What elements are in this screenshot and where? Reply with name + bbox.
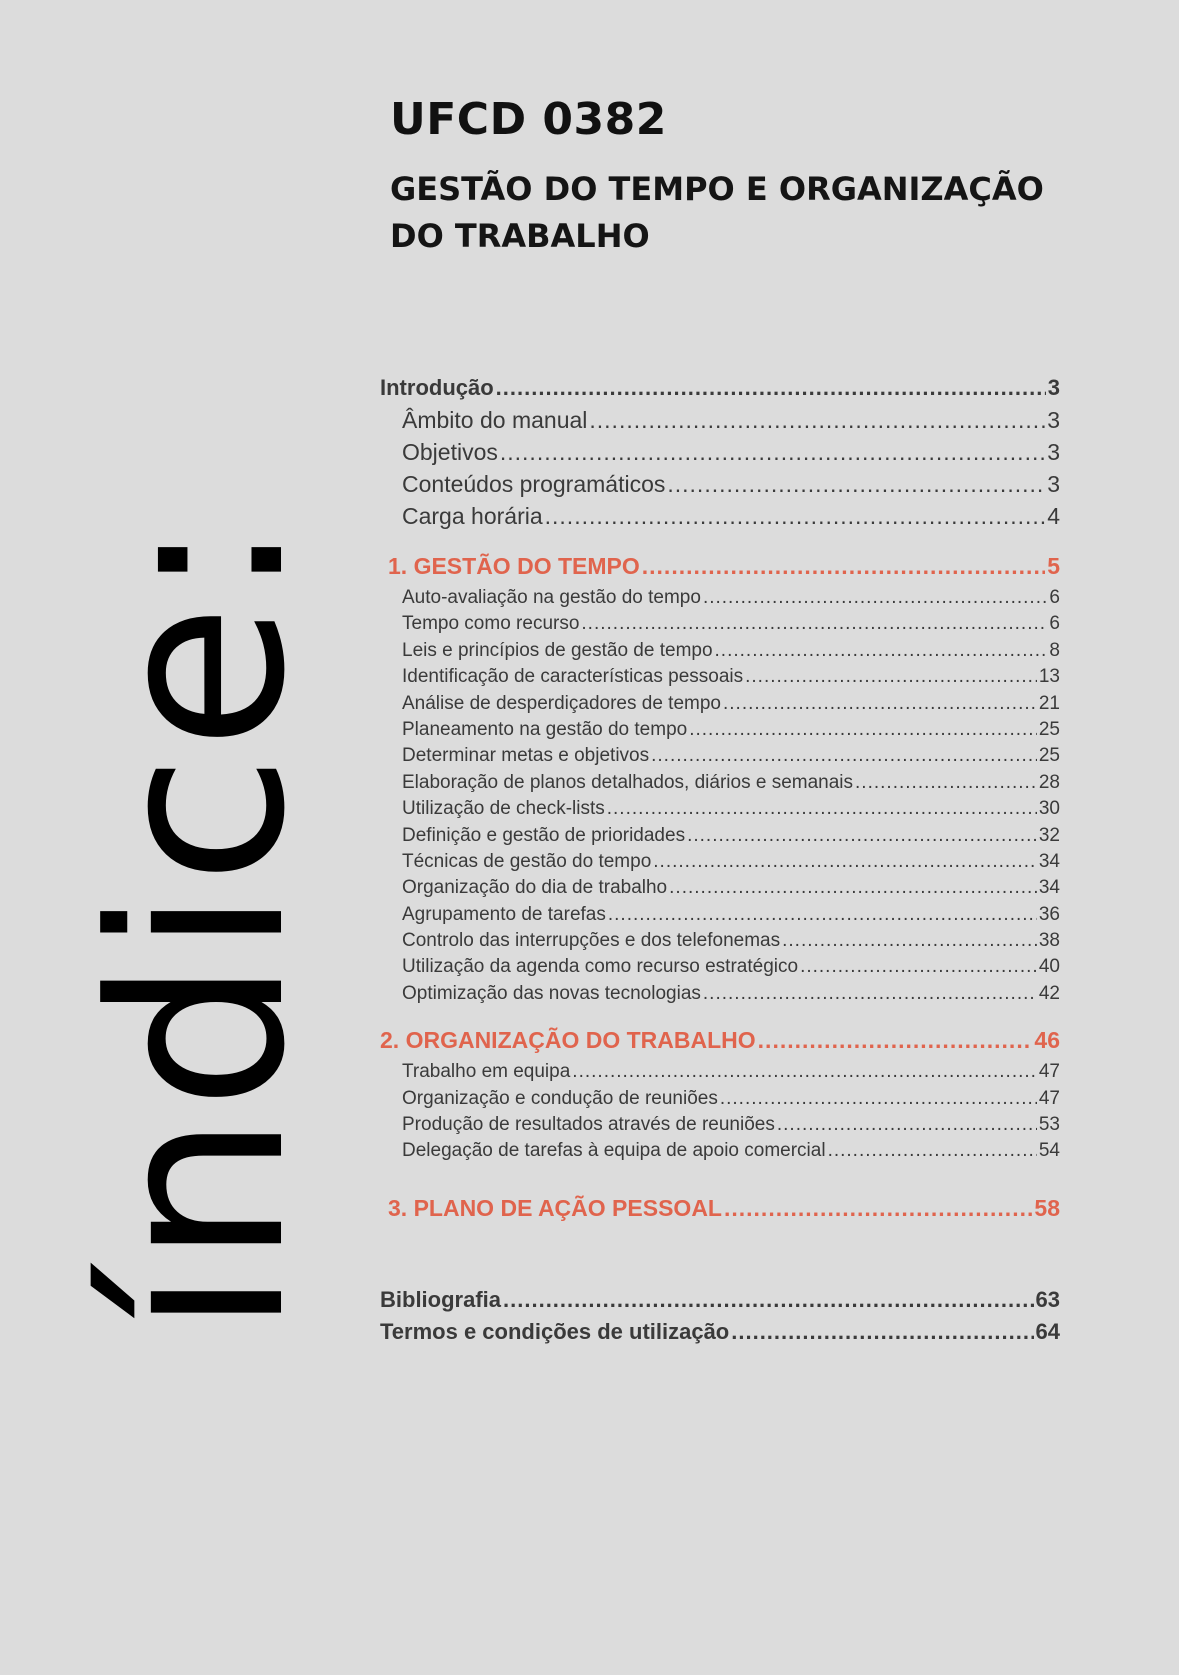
toc-chapter-1[interactable] bbox=[380, 553, 1060, 587]
toc-page-number: 25 bbox=[1038, 745, 1060, 767]
toc-label: Carga horária bbox=[402, 503, 543, 529]
toc-leader-dots bbox=[689, 719, 1037, 741]
toc-page-number: 6 bbox=[1049, 587, 1060, 608]
toc-page-number: 5 bbox=[1047, 553, 1060, 579]
toc-subentry[interactable] bbox=[380, 745, 1060, 771]
toc-leader-dots bbox=[855, 772, 1037, 794]
toc-page-number: 3 bbox=[1047, 375, 1060, 400]
toc-subentry[interactable] bbox=[380, 983, 1060, 1009]
toc-page-number: 53 bbox=[1038, 1114, 1060, 1136]
toc-subentry[interactable] bbox=[380, 825, 1060, 851]
course-title-line1: GESTÃO DO TEMPO E ORGANIZAÇÃO bbox=[390, 170, 1044, 208]
toc-subentry[interactable] bbox=[380, 587, 1060, 613]
toc-subentry[interactable] bbox=[380, 693, 1060, 719]
toc-label: Agrupamento de tarefas bbox=[402, 903, 606, 925]
toc-label: Utilização de check-lists bbox=[402, 798, 605, 820]
toc-page-number: 40 bbox=[1038, 956, 1060, 978]
toc-page-number: 28 bbox=[1038, 771, 1060, 793]
toc-leader-dots bbox=[720, 1088, 1037, 1110]
toc-label: Produção de resultados através de reuniões bbox=[402, 1114, 775, 1136]
toc-label: Organização do dia de trabalho bbox=[402, 877, 668, 899]
toc-label: Técnicas de gestão do tempo bbox=[402, 850, 652, 872]
toc-page-number: 25 bbox=[1038, 718, 1060, 740]
toc-label: Controlo das interrupções e dos telefonemas bbox=[402, 930, 781, 952]
toc-subentry[interactable] bbox=[380, 851, 1060, 877]
toc-leader-dots bbox=[500, 439, 1045, 466]
toc-leader-dots bbox=[651, 745, 1037, 767]
toc-subentry[interactable] bbox=[380, 407, 1060, 439]
toc-label: Determinar metas e objetivos bbox=[402, 745, 650, 767]
toc-label: Análise de desperdiçadores de tempo bbox=[402, 692, 721, 714]
toc-page-number: 4 bbox=[1047, 503, 1060, 529]
toc-leader-dots bbox=[703, 587, 1047, 609]
document-header bbox=[390, 94, 1110, 260]
toc-page-number: 34 bbox=[1038, 877, 1060, 899]
table-of-contents bbox=[380, 375, 1060, 1351]
toc-page-number: 64 bbox=[1035, 1318, 1060, 1344]
toc-subentry[interactable] bbox=[380, 613, 1060, 639]
toc-page-number: 3 bbox=[1047, 407, 1060, 433]
toc-subentry[interactable] bbox=[380, 956, 1060, 982]
toc-label: Trabalho em equipa bbox=[402, 1061, 571, 1083]
toc-page-number: 54 bbox=[1038, 1140, 1060, 1162]
toc-subentry[interactable] bbox=[380, 930, 1060, 956]
toc-chapter-2[interactable] bbox=[380, 1027, 1060, 1061]
toc-label: Identificação de características pessoais bbox=[402, 666, 744, 688]
toc-subentry[interactable] bbox=[380, 877, 1060, 903]
toc-page-number: 21 bbox=[1038, 692, 1060, 714]
toc-subentry[interactable] bbox=[380, 719, 1060, 745]
toc-label: Delegação de tarefas à equipa de apoio comercial bbox=[402, 1140, 826, 1162]
toc-leader-dots bbox=[724, 1195, 1032, 1222]
toc-label: Definição e gestão de prioridades bbox=[402, 824, 686, 846]
toc-entry-introduction[interactable] bbox=[380, 375, 1060, 407]
toc-leader-dots bbox=[828, 1140, 1037, 1162]
toc-page-number: 63 bbox=[1035, 1286, 1060, 1312]
toc-subentry[interactable] bbox=[380, 1140, 1060, 1166]
toc-subentry[interactable] bbox=[380, 1061, 1060, 1087]
toc-leader-dots bbox=[723, 693, 1037, 715]
toc-page-number: 13 bbox=[1038, 666, 1060, 688]
toc-chapter-3[interactable] bbox=[380, 1195, 1060, 1229]
toc-leader-dots bbox=[715, 640, 1048, 662]
toc-label: Âmbito do manual bbox=[402, 407, 588, 433]
toc-label: Planeamento na gestão do tempo bbox=[402, 718, 688, 740]
toc-label: Introdução bbox=[380, 375, 494, 400]
toc-page-number: 34 bbox=[1038, 850, 1060, 872]
toc-label: Tempo como recurso bbox=[402, 613, 580, 635]
toc-subentry[interactable] bbox=[380, 1088, 1060, 1114]
index-heading: índice: bbox=[61, 515, 338, 1335]
toc-page-number: 6 bbox=[1049, 613, 1060, 635]
toc-page-number: 36 bbox=[1038, 903, 1060, 925]
toc-subentry[interactable] bbox=[380, 772, 1060, 798]
toc-subentry[interactable] bbox=[380, 471, 1060, 503]
toc-leader-dots bbox=[653, 851, 1037, 873]
toc-leader-dots bbox=[503, 1287, 1034, 1313]
toc-label: Conteúdos programáticos bbox=[402, 471, 666, 497]
toc-label: Organização e condução de reuniões bbox=[402, 1087, 718, 1109]
toc-leader-dots bbox=[731, 1319, 1033, 1345]
toc-label: 3. PLANO DE AÇÃO PESSOAL bbox=[388, 1194, 722, 1221]
toc-page-number: 47 bbox=[1038, 1087, 1060, 1109]
chapter1-items bbox=[380, 587, 1060, 1009]
toc-page-number: 38 bbox=[1038, 930, 1060, 952]
toc-leader-dots bbox=[800, 956, 1037, 978]
toc-leader-dots bbox=[608, 904, 1037, 926]
toc-label: Objetivos bbox=[402, 439, 498, 465]
toc-label: Optimização das novas tecnologias bbox=[402, 982, 701, 1004]
toc-leader-dots bbox=[687, 825, 1037, 847]
course-title-line2: DO TRABALHO bbox=[390, 217, 650, 255]
toc-label: Utilização da agenda como recurso estratégico bbox=[402, 956, 799, 978]
toc-subentry[interactable] bbox=[380, 666, 1060, 692]
intro-items bbox=[380, 407, 1060, 535]
toc-page-number: 32 bbox=[1038, 824, 1060, 846]
toc-leader-dots bbox=[581, 613, 1047, 635]
toc-leader-dots bbox=[589, 407, 1045, 434]
toc-entry-terms[interactable] bbox=[380, 1319, 1060, 1351]
toc-entry-bibliography[interactable] bbox=[380, 1287, 1060, 1319]
chapter2-items bbox=[380, 1061, 1060, 1167]
toc-leader-dots bbox=[496, 375, 1046, 401]
toc-page-number: 8 bbox=[1049, 639, 1060, 661]
toc-leader-dots bbox=[545, 503, 1046, 530]
toc-label: 1. GESTÃO DO TEMPO bbox=[388, 553, 640, 579]
toc-leader-dots bbox=[642, 553, 1045, 580]
toc-subentry[interactable] bbox=[380, 1114, 1060, 1140]
toc-page-number: 3 bbox=[1047, 439, 1060, 465]
toc-page-number: 30 bbox=[1038, 798, 1060, 820]
toc-page-number: 47 bbox=[1038, 1061, 1060, 1083]
toc-leader-dots bbox=[758, 1027, 1033, 1054]
toc-label: Leis e princípios de gestão de tempo bbox=[402, 639, 713, 661]
toc-label: Termos e condições de utilização bbox=[380, 1318, 730, 1344]
toc-leader-dots bbox=[607, 798, 1037, 820]
course-code: UFCD 0382 bbox=[390, 94, 667, 145]
toc-subentry[interactable] bbox=[380, 904, 1060, 930]
toc-page-number: 58 bbox=[1034, 1194, 1060, 1221]
toc-subentry[interactable] bbox=[380, 503, 1060, 535]
toc-leader-dots bbox=[782, 930, 1037, 952]
vertical-index-label bbox=[61, 335, 338, 1335]
course-title bbox=[390, 166, 1110, 260]
toc-subentry[interactable] bbox=[380, 439, 1060, 471]
toc-page-number: 46 bbox=[1034, 1027, 1060, 1054]
toc-label: Elaboração de planos detalhados, diários e semanais bbox=[402, 771, 854, 793]
toc-leader-dots bbox=[745, 666, 1037, 688]
toc-leader-dots bbox=[777, 1114, 1037, 1136]
toc-subentry[interactable] bbox=[380, 798, 1060, 824]
toc-label: Bibliografia bbox=[380, 1286, 502, 1312]
toc-page-number: 42 bbox=[1038, 982, 1060, 1004]
toc-subentry[interactable] bbox=[380, 640, 1060, 666]
toc-page-number: 3 bbox=[1047, 471, 1060, 497]
toc-leader-dots bbox=[572, 1061, 1037, 1083]
toc-label: 2. ORGANIZAÇÃO DO TRABALHO bbox=[380, 1027, 756, 1054]
toc-leader-dots bbox=[667, 471, 1045, 498]
toc-leader-dots bbox=[703, 983, 1037, 1005]
toc-leader-dots bbox=[669, 877, 1037, 899]
toc-label: Auto-avaliação na gestão do tempo bbox=[402, 587, 701, 608]
